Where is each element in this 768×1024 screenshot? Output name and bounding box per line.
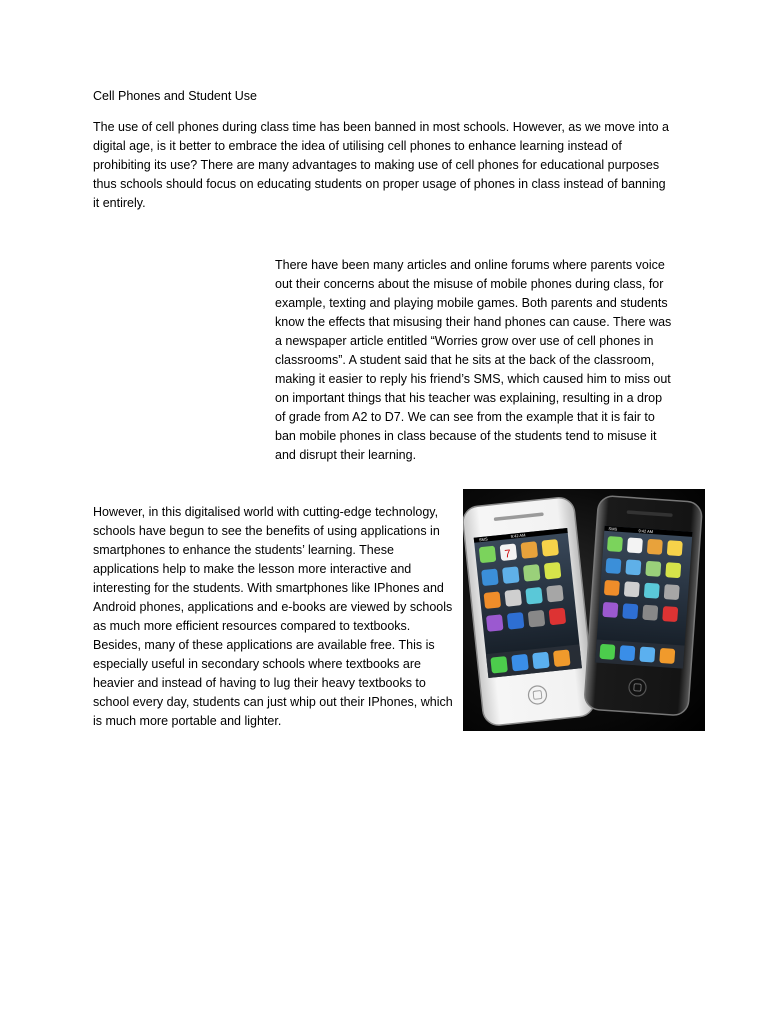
svg-text:9:42 AM: 9:42 AM [510,532,526,539]
svg-text:7: 7 [504,548,512,561]
two-smartphones-icon [463,489,705,731]
smartphones-image [463,489,705,731]
intro-paragraph: The use of cell phones during class time has been banned in most schools. However, as we move into a digital age, is it better to embrace the idea of utilising cell phones to enhance learning instead of prohibiting its use? There are many advantages to making use of cell phones for educational purposes thus schools should focus on educating students on proper usage of phones in class instead of banning it entirely. [93,120,670,210]
svg-text:9:42 AM: 9:42 AM [638,528,654,535]
white-phone [463,496,596,727]
page-title: Cell Phones and Student Use [93,89,257,103]
svg-text:SMS: SMS [478,536,488,543]
misuse-paragraph: There have been many articles and online forums where parents voice out their concerns about the misuse of mobile phones during class, for example, texting and playing mobile games. Both parents and students know the effects that misusing their hand phones can cause. There was a newspaper article entitled “Worries grow over use of cell phones in classrooms”. A student said that he sits at the back of the classroom, making it easier to reply his friend’s SMS, which caused him to miss out on important things that his teacher was explaining, resulting in a drop of grade from A2 to D7. We can see from the example that it is fair to ban mobile phones in class because of the students tend to misuse it and disrupt their learning. [275,258,672,462]
benefits-paragraph: However, in this digitalised world with cutting-edge technology, schools have begun to see the benefits of using applications in smartphones to enhance the students’ learning. These applications help to make the lesson more interactive and interesting for the students. With smartphones like IPhones and Android phones, applications and e-books are viewed by schools as much more efficient resources compared to textbooks. Besides, many of these applications are available free. This is especially useful in secondary schools where textbooks are heavier and instead of having to lug their heavy textbooks to school every day, students can just whip out their IPhones, which is much more portable and lighter. [93,505,453,728]
svg-text:SMS: SMS [608,526,618,532]
black-phone [584,495,703,716]
